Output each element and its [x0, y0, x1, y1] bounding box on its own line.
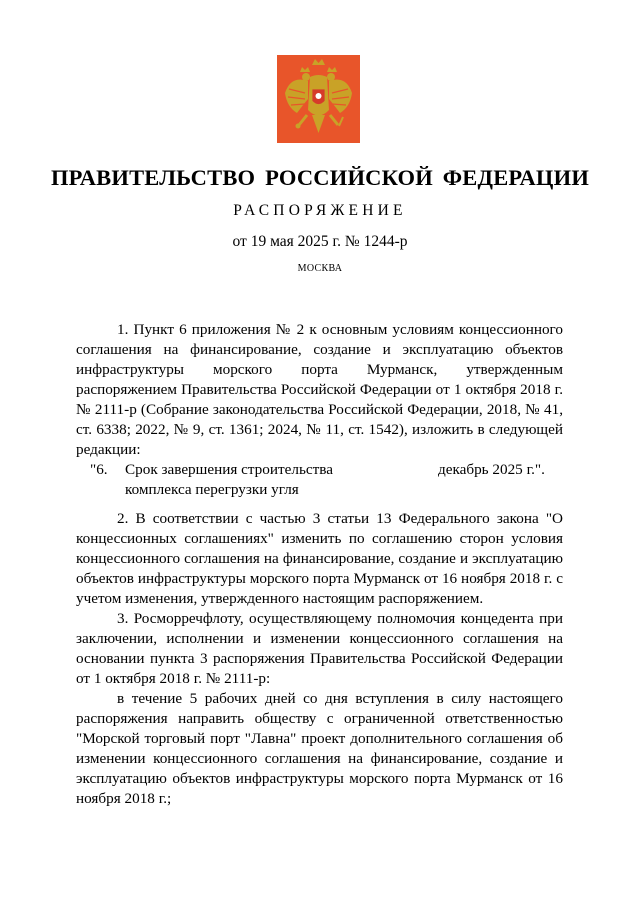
- paragraph-3: 3. Росморречфлоту, осуществляющему полномочия концедента при заключении, исполнении и изменении концессионного соглашения на основании пункта 3 распоряжения Правительства Российской Федерации от 1 октября 2018 г. № 2111-р:: [76, 610, 563, 687]
- coat-of-arms-emblem: [277, 55, 360, 143]
- russian-coat-of-arms-icon: [277, 55, 360, 143]
- document-body: [76, 320, 563, 809]
- government-title: ПРАВИТЕЛЬСТВО РОССИЙСКОЙ ФЕДЕРАЦИИ: [50, 165, 590, 190]
- paragraph-2: 2. В соответствии с частью 3 статьи 13 Федерального закона "О концессионных соглашениях" изменить по соглашению сторон условия концессионного соглашения на финансирование, создание и эксплуатацию объектов инфраструктуры морского порта Мурманск от 16 ноября 2018 г. с учетом изменения, утвержденного настоящим распоряжением.: [76, 510, 563, 607]
- document-date-number: от 19 мая 2025 г. № 1244-р: [232, 233, 408, 250]
- document-city: МОСКВА: [297, 263, 343, 274]
- amendment-table-row: [76, 460, 563, 500]
- paragraph-1: 1. Пункт 6 приложения № 2 к основным условиям концессионного соглашения на финансирование, создание и эксплуатацию объектов инфраструктуры морского порта Мурманск, утвержденным распоряжением Правительства Российской Федерации от 1 октября 2018 г. № 2111-р (Собрание законодательства Российской Федерации, 2018, № 41, ст. 6338; 2022, № 9, ст. 1361; 2024, № 11, ст. 1542), изложить в следующей редакции:: [76, 321, 563, 458]
- paragraph-4: в течение 5 рабочих дней со дня вступления в силу настоящего распоряжения направить обществу с ограниченной ответственностью "Морской торговый порт "Лавна" проект дополнительного соглашения об изменении концессионного соглашения на финансирование, создание и эксплуатацию объектов инфраструктуры морского порта Мурманск от 16 ноября 2018 г.;: [76, 690, 563, 807]
- table-row-number: "6.: [90, 461, 108, 478]
- document-type: РАСПОРЯЖЕНИЕ: [233, 202, 407, 219]
- table-row-term: декабрь 2025 г.".: [438, 461, 545, 478]
- table-row-description: Срок завершения строительства комплекса перегрузки угля: [125, 461, 333, 498]
